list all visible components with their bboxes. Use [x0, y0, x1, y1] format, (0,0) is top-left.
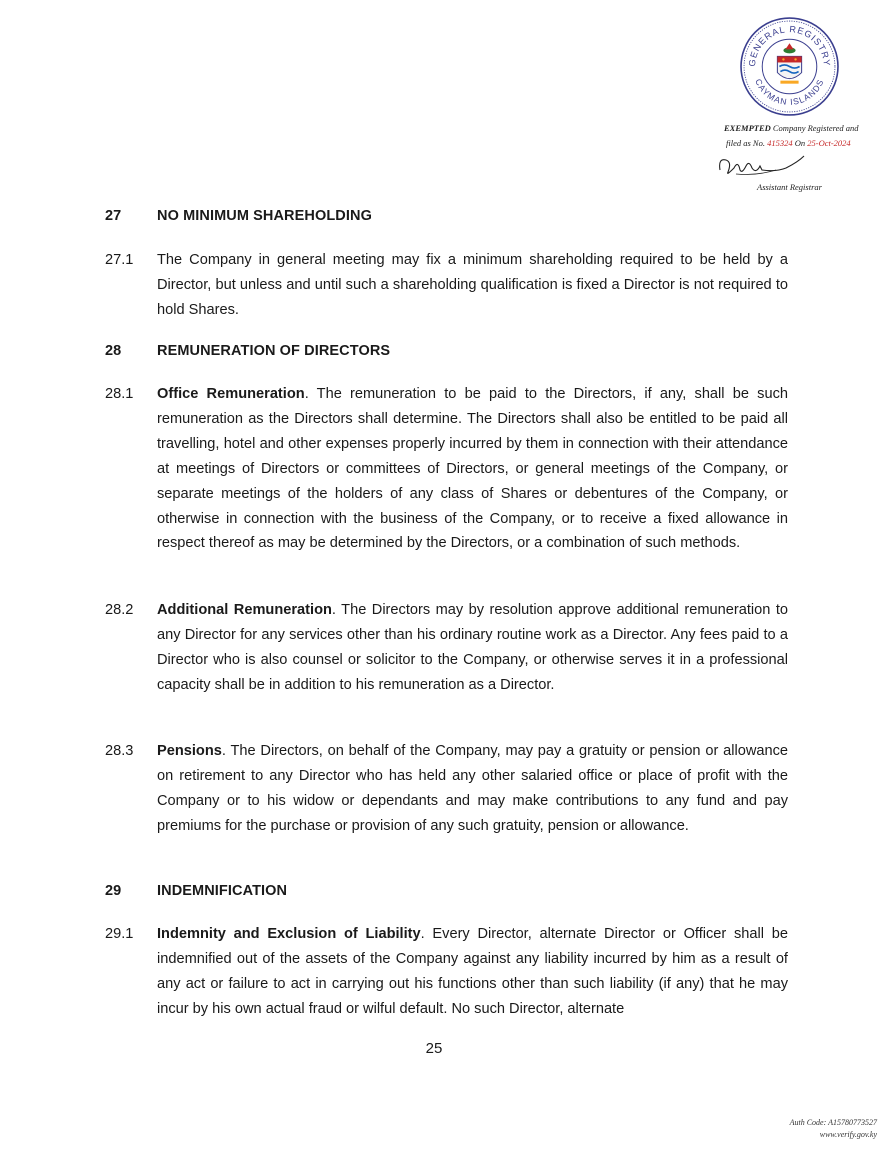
registration-number: 415324	[767, 138, 793, 148]
registration-line-2: filed as No. 415324 On 25-Oct-2024	[726, 138, 851, 148]
registry-seal	[739, 16, 840, 117]
registrar-signature	[716, 150, 806, 180]
registration-date: 25-Oct-2024	[807, 138, 851, 148]
clause-28-3: 28.3 Pensions. The Directors, on behalf of the Company, may pay a gratuity or pension or allowance on retirement to any Director who has held any other salaried office or place of profit with the Company or to his widow or dependants and may make contributions to any fund and pay premiums for the purchase or provision of any such gratuity, pension or allowance.	[105, 743, 788, 834]
auth-code: Auth Code: A15780773527	[789, 1118, 877, 1127]
verify-website: www.verify.gov.ky	[819, 1130, 877, 1139]
registration-line-1: EXEMPTED Company Registered and	[724, 123, 859, 133]
clause-28-1: 28.1 Office Remuneration. The remuneration to be paid to the Directors, if any, shall be such remuneration as the Directors shall determine. The Directors shall also be entitled to be paid all travelling, hotel and other expenses properly incurred by them in connection with their attendance at meetings of Directors or committees of Directors, or general meetings of the Company, or separate meetings of the holders of any class of Shares or debentures of the Company, or otherwise in connection with the business of the Company, or to receive a fixed allowance in respect thereof as may be determined by the Directors, or a combination of such methods.	[105, 386, 788, 552]
seal-top-text: GENERAL REGISTRY	[746, 23, 832, 67]
clause-27-1: 27.1 The Company in general meeting may fix a minimum shareholding required to be held by a Director, but unless and until such a shareholding qualification is fixed a Director is not required to hold Shares.	[105, 252, 788, 318]
coat-of-arms-icon	[777, 43, 801, 83]
seal-bottom-text: CAYMAN ISLANDS	[753, 77, 826, 107]
clause-28-2: 28.2 Additional Remuneration. The Directors may by resolution approve additional remuneration to any Director for any services other than his ordinary routine work as a Director. Any fees paid to a Director who is also counsel or solicitor to the Company, or otherwise serves it in a professional capacity shall be in addition to his remuneration as a Director.	[105, 602, 788, 693]
clause-29-1: 29.1 Indemnity and Exclusion of Liability. Every Director, alternate Director or Officer shall be indemnified out of the assets of the Company against any liability incurred by him as a result of any act or failure to act in carrying out his functions other than such liability (if any) that he may incur by his own actual fraud or wilful default. No such Director, alternate	[105, 926, 788, 1017]
page-number: 25	[425, 1040, 443, 1057]
assistant-registrar-label: Assistant Registrar	[757, 182, 822, 192]
